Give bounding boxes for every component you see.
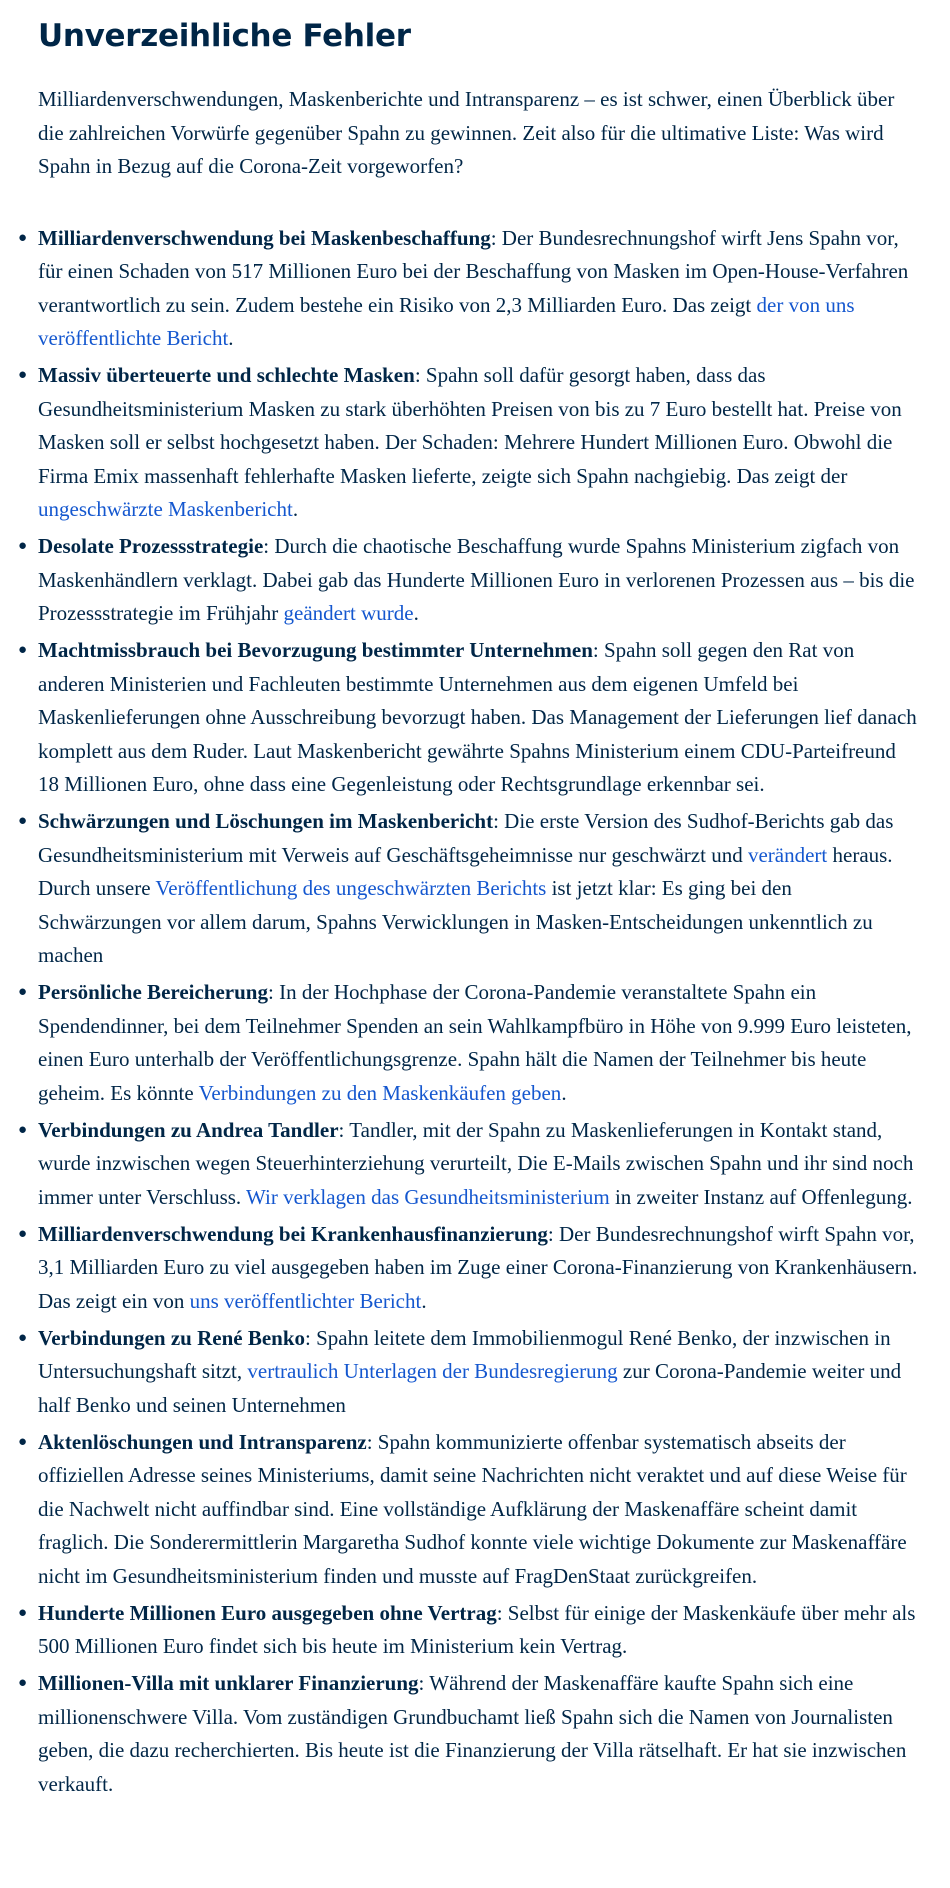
bullet-icon: ● [18, 642, 28, 658]
mask-purchases-link[interactable]: Verbindungen zu den Maskenkäufen geben [198, 1080, 562, 1105]
item-heading: Milliardenverschwendung bei Maskenbeschaffung [38, 225, 491, 250]
bullet-icon: ● [18, 229, 28, 246]
item-text: . [413, 601, 419, 625]
section-heading: Unverzeihliche Fehler [38, 18, 411, 54]
item-text: : Während der Maskenaffäre kaufte Spahn sich eine millionenschwere Villa. Vom zuständigen Grundbuchamt ließ Spahn sich die Namen von Journalisten geben, die dazu recherchierten. Bis heute ist die Finanzierung der Villa rätselhaft. Er hat sie inzwischen verkauft. [38, 1671, 907, 1796]
hospital-report-link[interactable]: uns veröffentlichter Bericht [189, 1288, 422, 1313]
item-heading: Desolate Prozessstrategie [38, 534, 264, 558]
report-link[interactable]: der von uns veröffentlichte Bericht [38, 292, 855, 350]
list-item [18, 359, 918, 527]
bullet-icon: ● [18, 1225, 28, 1242]
list-item [18, 634, 918, 802]
item-text: . [421, 1288, 427, 1313]
item-text: . [228, 326, 234, 350]
item-heading: Aktenlöschungen und Intransparenz [38, 1429, 367, 1454]
item-text: : Der Bundesrechnungshof wirft Spahn vor, 3,1 Milliarden Euro zu viel ausgegeben haben im Zuge einer Corona-Finanzierung von Krankenhäusern. Das zeigt ein von [38, 1221, 918, 1313]
article [18, 0, 918, 1805]
item-text: . [292, 497, 299, 521]
list-item [18, 1597, 918, 1664]
unredacted-report-link[interactable]: Veröffentlichung des ungeschwärzten Berichts [155, 876, 547, 900]
item-heading: Massiv überteuerte und schlechte Masken [38, 363, 415, 387]
item-heading: Hunderte Millionen Euro ausgegeben ohne Vertrag [38, 1600, 497, 1625]
item-text: ist jetzt klar: Es ging bei den Schwärzungen vor allem darum, Spahns Verwicklungen in Masken-Entscheidungen unkenntlich zu machen [38, 876, 873, 967]
item-text: : Die erste Version des Sudhof-Berichts gab das Gesundheitsministerium mit Verweis auf Geschäftsgeheimnisse nur geschwärzt und [38, 809, 894, 867]
item-text: heraus. Durch unsere [38, 842, 893, 900]
bullet-icon: ● [18, 1121, 28, 1138]
bullet-icon: ● [18, 1604, 28, 1621]
list-item [18, 1322, 918, 1423]
item-text: : Selbst für einige der Maskenkäufe über mehr als 500 Millionen Euro findet sich bis heute im Ministerium kein Vertrag. [38, 1600, 916, 1658]
item-heading: Persönliche Bereicherung [38, 980, 268, 1004]
bullet-icon: ● [18, 367, 28, 383]
bullet-icon: ● [18, 538, 28, 554]
item-text: : Spahn kommunizierte offenbar systematisch abseits der offiziellen Adresse seines Ministeriums, damit seine Nachrichten nicht veraktet und auf diese Weise für die Nachwelt nicht auffindbar sind. Eine vollständige Aufklärung der Maskenaffäre scheint damit fraglich. Die Sonderermittlerin Margaretha Sudhof konnte viele wichtige Dokumente zur Maskenaffäre nicht im Gesundheitsministerium finden und musste auf FragDenStaat zurückgreifen. [38, 1429, 907, 1588]
item-heading: Verbindungen zu Andrea Tandler [38, 1117, 339, 1142]
item-text: : Der Bundesrechnungshof wirft Jens Spahn vor, für einen Schaden von 517 Millionen Euro bei der Beschaffung von Masken im Open-House-Verfahren verantwortlich zu sein. Zudem bestehe ein Risiko von 2,3 Milliarden Euro. Das zeigt [38, 225, 909, 317]
fault-list [18, 222, 918, 1802]
item-text: : Spahn soll gegen den Rat von anderen Ministerien und Fachleuten bestimmte Unternehmen aus dem eigenen Umfeld bei Maskenlieferungen ohne Ausschreibung bevorzugt haben. Das Management der Lieferungen lief danach komplett aus dem Ruder. Laut Maskenbericht gewährte Spahns Ministerium einem CDU-Parteifreund 18 Millionen Euro, ohne dass eine Gegenleistung oder Rechtsgrundlage erkennbar sei. [38, 638, 917, 796]
item-heading: Schwärzungen und Löschungen im Maskenbericht [38, 809, 494, 833]
item-text: : Durch die chaotische Beschaffung wurde Spahns Ministerium zigfach von Maskenhändlern verklagt. Dabei gab das Hunderte Millionen Euro in verlorenen Prozessen aus – bis die Prozessstrategie im Frühjahr [38, 534, 915, 625]
item-heading: Milliardenverschwendung bei Krankenhausfinanzierung [38, 1221, 548, 1246]
list-item [18, 1114, 918, 1215]
item-text: zur Corona-Pandemie weiter und half Benko und seinen Unternehmen [38, 1359, 902, 1417]
bullet-icon: ● [18, 1433, 28, 1450]
item-text: . [561, 1080, 567, 1105]
list-item [18, 530, 918, 631]
strategy-changed-link[interactable]: geändert wurde [283, 601, 414, 625]
list-item [18, 976, 918, 1110]
list-item [18, 1667, 918, 1801]
bullet-icon: ● [18, 1675, 28, 1691]
item-heading: Verbindungen zu René Benko [38, 1325, 306, 1350]
changed-report-link[interactable]: verändert [747, 842, 828, 867]
item-text: : Tandler, mit der Spahn zu Maskenlieferungen in Kontakt stand, wurde inzwischen wegen Steuerhinterziehung verurteilt, Die E-Mails zwischen Spahn und ihr sind noch immer unter Verschluss. [38, 1117, 914, 1209]
bullet-icon: ● [18, 984, 28, 1000]
list-item [18, 805, 918, 973]
item-text: in zweiter Instanz auf Offenlegung. [609, 1184, 913, 1209]
item-text: : Spahn leitete dem Immobilienmogul René Benko, der inzwischen in Untersuchungshaft sitzt, [38, 1325, 891, 1383]
item-text: : Spahn soll dafür gesorgt haben, dass das Gesundheitsministerium Masken zu stark überhöhten Preisen von bis zu 7 Euro bestellt hat. Preise von Masken soll er selbst hochgesetzt haben. Der Schaden: Mehrere Hundert Millionen Euro. Obwohl die Firma Emix massenhaft fehlerhafte Masken lieferte, zeigte sich Spahn nachgiebig. Das zeigt der [38, 363, 902, 488]
list-item [18, 1426, 918, 1594]
item-heading: Millionen-Villa mit unklarer Finanzierung [38, 1671, 419, 1695]
confidential-documents-link[interactable]: vertraulich Unterlagen der Bundesregierung [247, 1359, 618, 1383]
list-item [18, 222, 918, 356]
item-heading: Machtmissbrauch bei Bevorzugung bestimmter Unternehmen [38, 638, 593, 662]
maskenbericht-link[interactable]: ungeschwärzte Maskenbericht [38, 497, 293, 521]
bullet-icon: ● [18, 1329, 28, 1346]
bullet-icon: ● [18, 813, 28, 829]
intro-paragraph: Milliardenverschwendungen, Maskenberichte und Intransparenz – es ist schwer, einen Überblick über die zahlreichen Vorwürfe gegenüber Spahn zu gewinnen. Zeit also für die ultimative Liste: Was wird Spahn in Bezug auf die Corona-Zeit vorgeworfen? [38, 87, 895, 178]
item-text: : In der Hochphase der Corona-Pandemie veranstaltete Spahn ein Spendendinner, bei dem Teilnehmer Spenden an sein Wahlkampfbüro in Höhe von 9.999 Euro leisteten, einen Euro unterhalb der Veröffentlichungsgrenze. Spahn hält die Namen der Teilnehmer bis heute geheim. Es könnte [38, 980, 912, 1105]
list-item [18, 1218, 918, 1319]
lawsuit-link[interactable]: Wir verklagen das Gesundheitsministerium [246, 1184, 610, 1209]
